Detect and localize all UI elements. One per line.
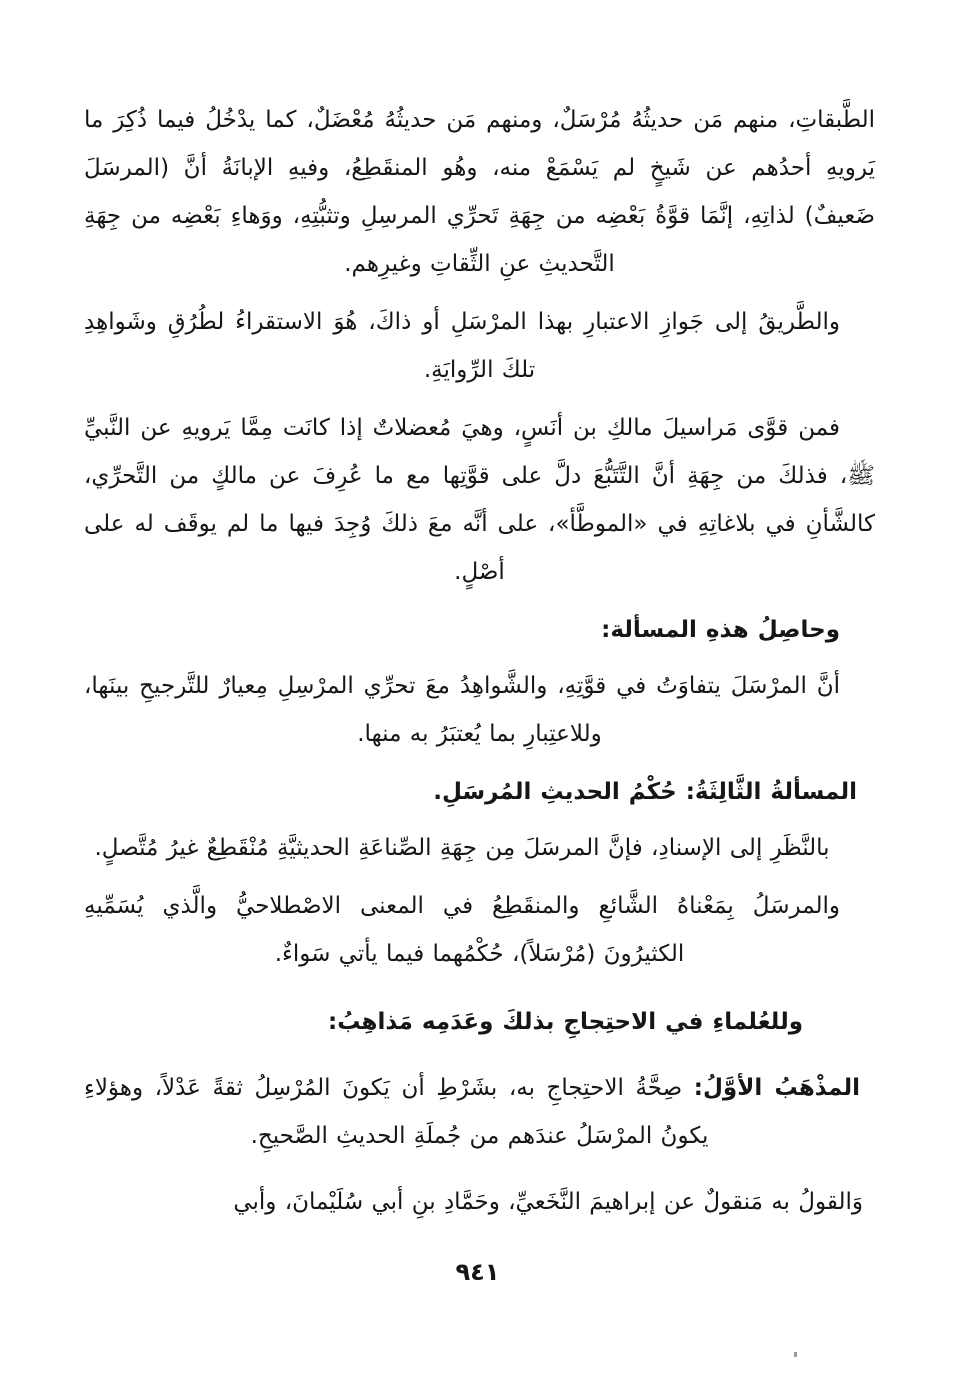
body-paragraph-attribution: وَالقولُ به مَنقولٌ عن إبراهيمَ النَّخَعيِّ، وحَمَّادِ بنِ أبي سُلَيْمانَ، وأبي [233, 1189, 863, 1215]
body-paragraph-mursal-meaning: والمرسَلُ بِمَعْناهُ الشَّائعِ والمنقَطِعُ في المعنى الاصْطلاحيُّ والَّذي يُسَمِّيهِ الكثيرُونَ (مُرْسَلاً)، حُكْمُهما فيما يأتي سَواءٌ. [84, 893, 840, 967]
body-paragraph-marasil-malik: فمن قوَّى مَراسيلَ مالكِ بن أنَسٍ، وهيَ مُعضلاتٌ إذا كانَت مِمَّا يَرويهِ عن النَّبيِّ ﷺ، فذلكَ من جِهَةِ أنَّ التَّتَبُّعَ دلَّ على قوَّتِها مع ما عُرِفَ عن مالكٍ من التَّحرِّي، كالشَّأنِ في بلاغاتِهِ في «الموطَّأ»، على أنَّه معَ ذلكَ وُجِدَ فيها ما لم يوقَف له على أصْلٍ. [84, 415, 875, 585]
section-heading-scholars-schools: وللعُلماءِ في الاحتِجاجِ بذلكَ وعَدَمِه مَذاهِبُ: [328, 1009, 803, 1035]
page-number: ٩٤١ [455, 1258, 500, 1286]
section-heading-summary: وحاصِلُ هذهِ المسألة: [601, 617, 840, 643]
body-paragraph-first-school [84, 1064, 875, 1160]
first-school-label: المذْهَبُ الأوَّلُ: [693, 1075, 860, 1101]
scan-artifact-speck [794, 1352, 797, 1357]
body-paragraph-tabaqat: الطَّبقاتِ، منهم مَن حديثُهُ مُرْسَلٌ، ومنهم مَن حديثُهُ مُعْضَلٌ، كما يدْخُلُ فيما ذُكِرَ ما يَرويهِ أحدُهم عن شَيخٍ لم يَسْمَعْ منه، وهُو المنقَطِعُ، وفيهِ الإبانَةُ أنَّ (المرسَلَ ضَعيفٌ) لذاتِهِ، إنَّمَا قوَّةُ بَعْضِه من جِهَةِ تَحرِّي المرسِلِ وتثبُّتِهِ، ووَهاءِ بَعْضِه من جِهَةِ التَّحديثِ عنِ الثِّقاتِ وغيرِهم. [84, 107, 875, 277]
body-paragraph-isnad-view: بالنَّظَرِ إلى الإسنادِ، فإنَّ المرسَلَ مِن جِهَةِ الصِّناعَةِ الحديثيَّةِ مُنْقَطِعٌ غيرُ مُتَّصلٍ. [94, 835, 830, 861]
body-paragraph-tariq-itibar: والطَّريقُ إلى جَوازِ الاعتبارِ بهذا المرْسَلِ أو ذاكَ، هُوَ الاستقراءُ لطُرُقِ وشَواهِدِ تلكَ الرِّوايَةِ. [84, 309, 840, 383]
section-heading-third-issue: المسألةُ الثَّالِثَةُ: حُكْمُ الحديثِ المُرسَلِ. [433, 779, 857, 805]
page-text-block [84, 96, 875, 1236]
body-paragraph-mursal-strength: أنَّ المرْسَلَ يتفاوَتُ في قوَّتِهِ، والشَّواهِدُ معَ تحرِّي المرْسِلِ مِعيارٌ للتَّرجيحِ بينَها، وللاعتِبارِ بما يُعتبَرُ به منها. [84, 673, 840, 747]
first-school-text: صِحَّةُ الاحتِجاجِ به، بشَرْطِ أن يَكونَ المُرْسِلُ ثقةً عَدْلاً، وهؤلاءِ يكونُ المرْسَلُ عندَهم من جُملَةِ الحديثِ الصَّحيحِ. [84, 1075, 709, 1149]
